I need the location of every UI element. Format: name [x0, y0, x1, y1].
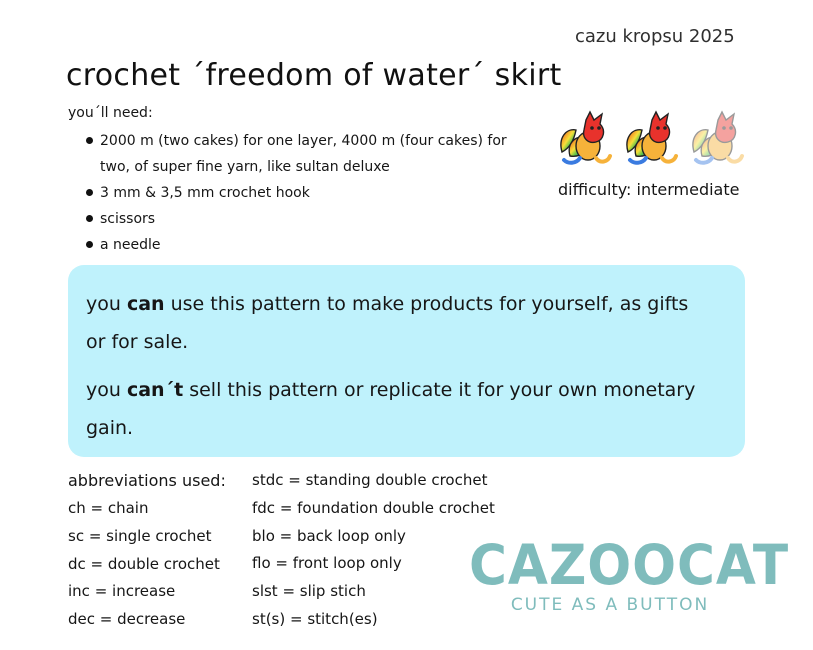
license-allowed: you can use this pattern to make products for yourself, as gifts or for sale. [86, 293, 689, 353]
list-item: 2000 m (two cakes) for one layer, 4000 m (four cakes) for two, of super fine yarn, like sultan deluxe [84, 128, 534, 180]
copyright: cazu kropsu 2025 [575, 26, 735, 47]
list-item: ch = chain [68, 499, 149, 517]
abbreviations-heading: abbreviations used: [68, 471, 226, 490]
brand-tagline: CUTE AS A BUTTON [510, 595, 710, 615]
cat-icon [622, 108, 682, 168]
list-item: blo = back loop only [252, 526, 406, 545]
list-item: flo = front loop only [252, 554, 402, 573]
list-item: inc = increase [68, 582, 176, 601]
license-cant-emphasis: can´t [126, 379, 184, 401]
abbreviations-column-2 [252, 467, 495, 634]
cat-icon [556, 108, 616, 168]
list-item: slst = slip stich [252, 582, 366, 601]
list-item: dc = double crochet [68, 554, 220, 573]
materials-list [84, 128, 534, 258]
abbreviations-column-1 [68, 495, 220, 634]
list-item: stdc = standing double crochet [252, 471, 488, 489]
list-item: sc = single crochet [68, 526, 212, 545]
brand-name: CAZOOCAT [469, 533, 790, 597]
list-item: a needle [84, 232, 534, 258]
list-item: 3 mm & 3,5 mm crochet hook [84, 180, 534, 206]
difficulty-label: difficulty: intermediate [558, 180, 740, 199]
materials-label: you´ll need: [68, 105, 153, 121]
difficulty-rating [556, 108, 756, 168]
license-can-emphasis: can [126, 293, 165, 315]
list-item: dec = decrease [68, 610, 186, 629]
list-item: scissors [84, 206, 534, 232]
license-box [68, 265, 745, 457]
page-title: crochet ´freedom of water´ skirt [66, 58, 562, 93]
brand-logo [460, 533, 790, 615]
list-item: fdc = foundation double crochet [252, 498, 495, 517]
cat-icon [688, 108, 748, 168]
license-forbidden: you can´t sell this pattern or replicate it for your own monetary gain. [86, 379, 696, 439]
list-item: st(s) = stitch(es) [252, 609, 378, 628]
